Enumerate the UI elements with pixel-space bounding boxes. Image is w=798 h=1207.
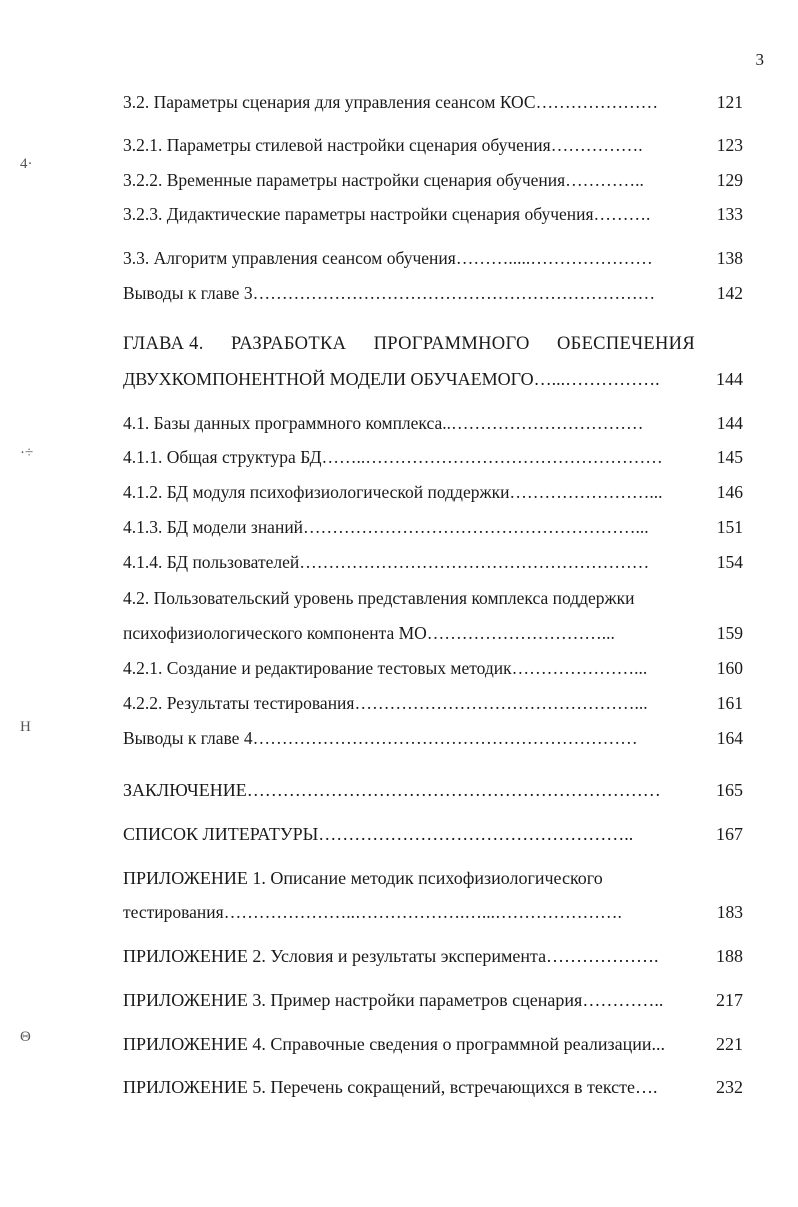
toc-entry-title: 4.1.4. БД пользователей……………………………………………………: [123, 552, 650, 572]
toc-entry: [123, 166, 743, 194]
toc-entry-page: 138: [716, 248, 743, 268]
toc-entry-title: 3.3. Алгоритм управления сеансом обучения……….....…………………: [123, 248, 653, 268]
margin-mark: Η: [20, 719, 31, 735]
toc-entry-line: ПРИЛОЖЕНИЕ 1. Описание методик психофизиологического: [123, 868, 603, 888]
toc-entry-page: 165: [716, 780, 743, 800]
toc-entry-title: 4.1.3. БД модели знаний…………………………………………………...: [123, 517, 649, 537]
toc-entry: [123, 619, 743, 647]
toc-entry-title: Выводы к главе 4…………………………………………………………: [123, 728, 638, 748]
toc-entry-title: 4.2.2. Результаты тестирования…………………………………………...: [123, 693, 648, 713]
toc-entry: [123, 443, 743, 471]
toc-entry: [123, 942, 743, 970]
toc-entry: [123, 654, 743, 682]
toc-entry-page: 146: [716, 482, 743, 502]
margin-mark: Θ: [20, 1029, 31, 1045]
toc-entry: [123, 200, 743, 228]
toc-entry-title: ЗАКЛЮЧЕНИЕ……………………………………………………………: [123, 780, 661, 800]
toc-entry-page: 188: [716, 946, 743, 966]
toc-entry-title: СПИСОК ЛИТЕРАТУРЫ……………………………………………..: [123, 824, 634, 844]
toc-entry-page: 232: [716, 1077, 743, 1097]
toc-entry: [123, 1030, 743, 1058]
toc-entry-title: ПРИЛОЖЕНИЕ 5. Перечень сокращений, встречающихся в тексте….: [123, 1077, 658, 1097]
toc-entry-title: 4.1.2. БД модуля психофизиологической поддержки……………………...: [123, 482, 663, 502]
margin-mark: 4·: [20, 156, 33, 172]
toc-entry-page: 145: [716, 447, 743, 467]
toc-entry: [123, 689, 743, 717]
toc-entry-title: Выводы к главе 3……………………………………………………………: [123, 283, 656, 303]
chapter-heading-word: ГЛАВА 4.: [123, 334, 204, 354]
toc-entry-page: 217: [716, 990, 743, 1010]
toc-entry-page: 154: [716, 552, 743, 572]
toc-entry-title: 3.2.3. Дидактические параметры настройки сценария обучения……….: [123, 204, 651, 224]
toc-entry-title: ПРИЛОЖЕНИЕ 4. Справочные сведения о программной реализации...: [123, 1034, 666, 1054]
page-number: 3: [755, 50, 764, 69]
toc-entry: [123, 88, 743, 116]
chapter-heading-word: ПРОГРАММНОГО: [373, 334, 530, 354]
toc-entry-title: 3.2.2. Временные параметры настройки сценария обучения…………..: [123, 170, 644, 190]
toc-entry-title: психофизиологического компонента МО…………………………...: [123, 623, 615, 643]
toc-entry-line: 4.2. Пользовательский уровень представления комплекса поддержки: [123, 588, 635, 608]
toc-entry-page: 133: [716, 204, 743, 224]
chapter-heading-word: ОБЕСПЕЧЕНИЯ: [557, 334, 695, 354]
toc-entry: [123, 279, 743, 307]
toc-entry: [123, 820, 743, 848]
toc-entry-title: 4.1. Базы данных программного комплекса..……………………………: [123, 413, 644, 433]
toc-entry-page: 142: [716, 283, 743, 303]
toc-entry-title: 4.1.1. Общая структура БД……..……………………………………………: [123, 447, 663, 467]
toc-entry-page: 159: [716, 623, 743, 643]
toc-entry-page: 144: [716, 369, 743, 389]
toc-entry-page: 129: [716, 170, 743, 190]
toc-entry-title: 4.2.1. Создание и редактирование тестовых методик…………………...: [123, 658, 648, 678]
toc-entry-page: 167: [716, 824, 743, 844]
toc-entry: [123, 131, 743, 159]
toc-entry-title: ПРИЛОЖЕНИЕ 2. Условия и результаты эксперимента……………….: [123, 946, 659, 966]
toc-entry: [123, 513, 743, 541]
toc-entry-title: 3.2. Параметры сценария для управления сеансом КОС…………………: [123, 92, 659, 112]
toc-entry: [123, 478, 743, 506]
chapter-heading: [123, 329, 695, 359]
toc-entry-page: 151: [716, 517, 743, 537]
toc-entry-page: 123: [716, 135, 743, 155]
toc-entry: [123, 776, 743, 804]
toc-entry-title: тестирования…………………..……………….…...………………….: [123, 902, 622, 922]
toc-entry-title: 3.2.1. Параметры стилевой настройки сценария обучения…………….: [123, 135, 643, 155]
toc-entry: [123, 409, 743, 437]
chapter-heading-word: РАЗРАБОТКА: [231, 334, 347, 354]
toc-entry: [123, 244, 743, 272]
toc-entry-page: 161: [716, 693, 743, 713]
toc-entry: [123, 1073, 743, 1101]
toc-entry-title: ДВУХКОМПОНЕНТНОЙ МОДЕЛИ ОБУЧАЕМОГО…...…………….: [123, 369, 660, 389]
toc-entry-page: 221: [716, 1034, 743, 1054]
toc-entry-page: 164: [716, 728, 743, 748]
toc-entry: [123, 986, 743, 1014]
toc-entry: [123, 548, 743, 576]
toc-entry: [123, 898, 743, 926]
toc-entry-page: 183: [716, 902, 743, 922]
margin-mark: ·÷: [20, 445, 34, 461]
toc-entry-page: 121: [716, 92, 743, 112]
toc-entry-page: 160: [716, 658, 743, 678]
toc-entry: [123, 724, 743, 752]
toc-entry-page: 144: [716, 413, 743, 433]
toc-entry-title: ПРИЛОЖЕНИЕ 3. Пример настройки параметров сценария…………..: [123, 990, 664, 1010]
toc-entry: [123, 365, 743, 393]
